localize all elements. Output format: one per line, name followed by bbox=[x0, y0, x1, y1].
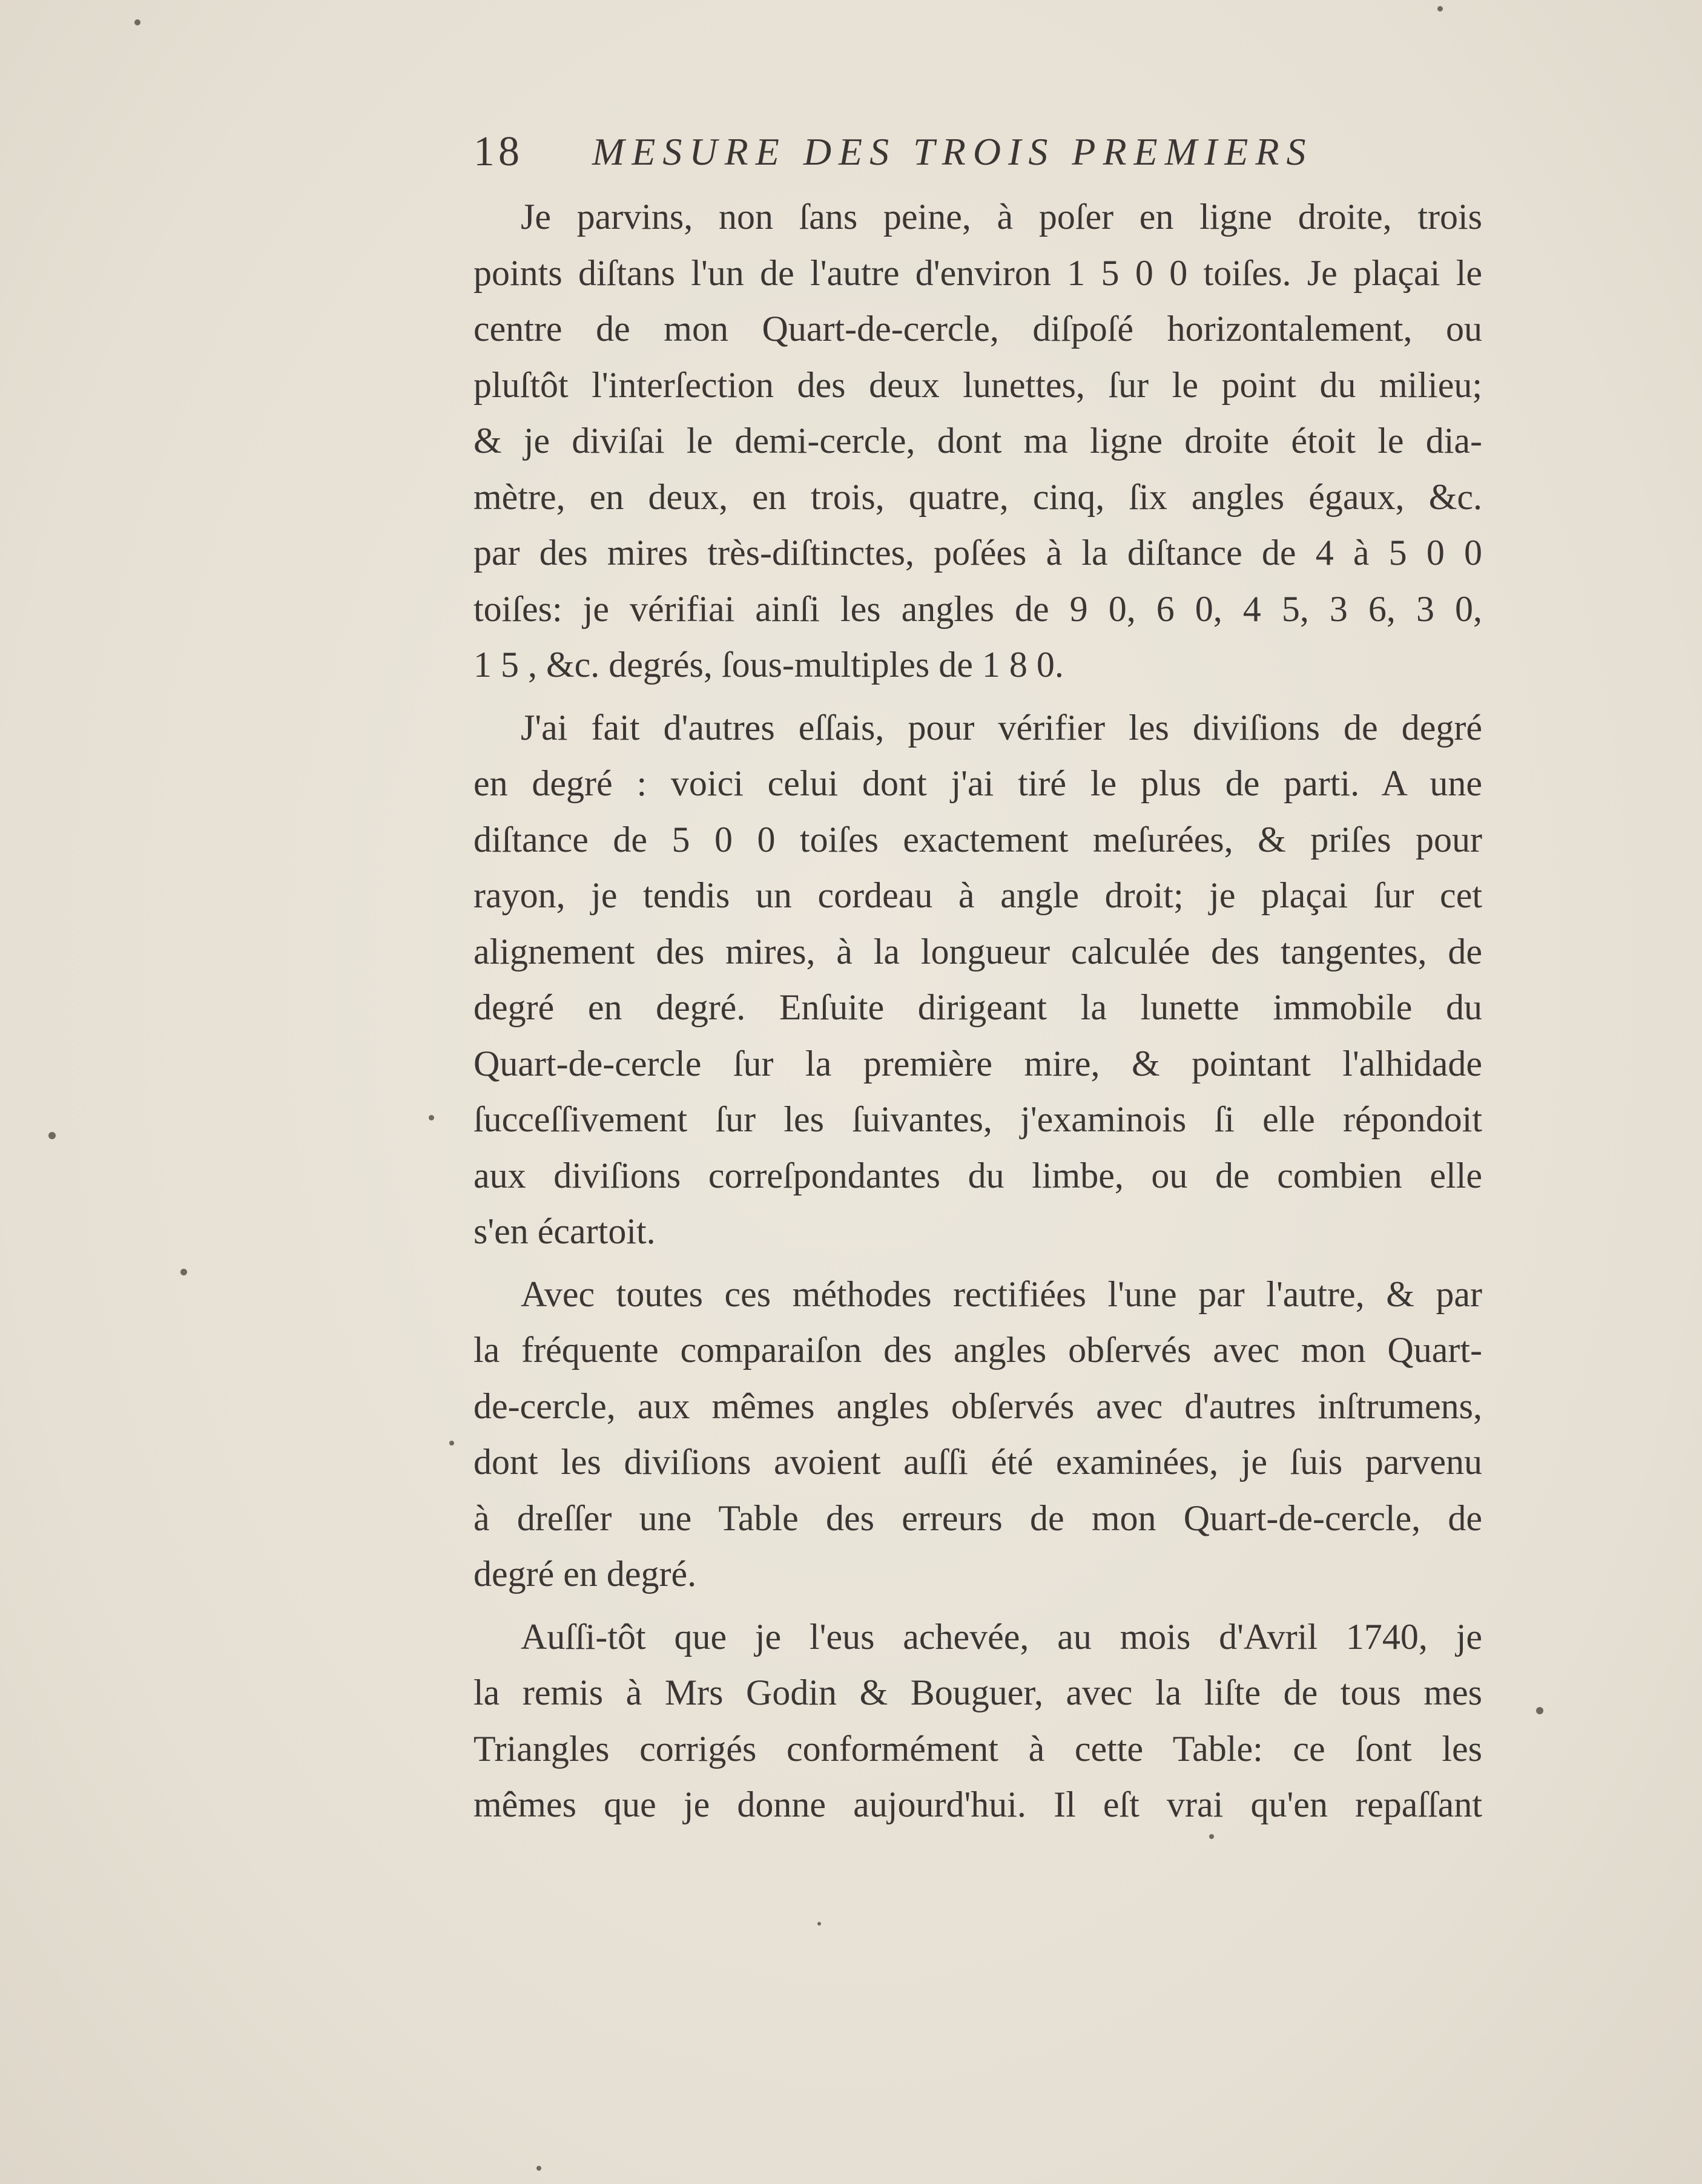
paragraph-gap bbox=[473, 1260, 1482, 1266]
paper-speck bbox=[48, 1132, 56, 1139]
page-header bbox=[473, 119, 1357, 185]
paragraph-3 bbox=[473, 1266, 1482, 1602]
paper-speck bbox=[449, 1441, 454, 1446]
text-line: 1 5 , &c. degrés, ſous-multiples de 1 8 0. bbox=[473, 645, 1064, 685]
paragraph-gap bbox=[473, 693, 1482, 700]
text-line: aux diviſions correſpondantes du limbe, ou de combien elle bbox=[473, 1155, 1482, 1196]
paragraph-4 bbox=[473, 1609, 1482, 1833]
paragraph-2 bbox=[473, 700, 1482, 1260]
paper-speck bbox=[536, 2166, 541, 2171]
text-line: Auſſi-tôt que je l'eus achevée, au mois d'Avril 1740, je bbox=[521, 1616, 1482, 1657]
text-line: J'ai fait d'autres eſſais, pour vérifier les diviſions de degré bbox=[521, 707, 1482, 748]
text-line: la fréquente comparaiſon des angles obſervés avec mon Quart- bbox=[473, 1330, 1482, 1370]
text-line: par des mires très-diſtinctes, poſées à la diſtance de 4 à 5 0 0 bbox=[473, 533, 1482, 573]
text-line: à dreſſer une Table des erreurs de mon Quart-de-cercle, de bbox=[473, 1498, 1482, 1538]
text-line: diſtance de 5 0 0 toiſes exactement meſurées, & priſes pour bbox=[473, 819, 1482, 860]
text-line: dont les diviſions avoient auſſi été examinées, je ſuis parvenu bbox=[473, 1442, 1482, 1482]
text-line: & je diviſai le demi-cercle, dont ma ligne droite étoit le dia- bbox=[473, 421, 1482, 461]
text-line: Quart-de-cercle ſur la première mire, & pointant l'alhidade bbox=[473, 1043, 1482, 1084]
text-line: Avec toutes ces méthodes rectifiées l'une par l'autre, & par bbox=[521, 1274, 1482, 1314]
text-line: mètre, en deux, en trois, quatre, cinq, ſix angles égaux, &c. bbox=[473, 476, 1482, 517]
text-line: toiſes: je vérifiai ainſi les angles de 9 0, 6 0, 4 5, 3 6, 3 0, bbox=[473, 588, 1482, 629]
text-line: alignement des mires, à la longueur calculée des tangentes, de bbox=[473, 931, 1482, 972]
paper-speck bbox=[180, 1269, 187, 1275]
text-line: Triangles corrigés conformément à cette Table: ce ſont les bbox=[473, 1728, 1482, 1769]
text-line: ſucceſſivement ſur les ſuivantes, j'examinois ſi elle répondoit bbox=[473, 1099, 1482, 1139]
text-line: en degré : voici celui dont j'ai tiré le plus de parti. A une bbox=[473, 763, 1482, 803]
text-line: s'en écartoit. bbox=[473, 1211, 656, 1251]
paper-speck bbox=[1437, 6, 1443, 12]
paper-speck bbox=[134, 19, 140, 25]
text-line: rayon, je tendis un cordeau à angle droit; je plaçai ſur cet bbox=[473, 875, 1482, 915]
body-text bbox=[473, 189, 1482, 1833]
paper-speck bbox=[1209, 1834, 1214, 1839]
paper-speck bbox=[1536, 1707, 1543, 1714]
text-line: degré en degré. bbox=[473, 1554, 697, 1594]
text-line: la remis à Mrs Godin & Bouguer, avec la liſte de tous mes bbox=[473, 1673, 1482, 1712]
text-line: centre de mon Quart-de-cercle, diſpoſé horizontalement, ou bbox=[473, 309, 1482, 349]
page-number: 18 bbox=[473, 128, 523, 175]
paper-speck bbox=[817, 1922, 821, 1926]
paragraph-1 bbox=[473, 189, 1482, 693]
running-title: MESURE DES TROIS PREMIERS bbox=[592, 130, 1313, 173]
text-line: mêmes que je donne aujourd'hui. Il eſt vrai qu'en repaſſant bbox=[473, 1784, 1482, 1824]
text-line: Je parvins, non ſans peine, à poſer en ligne droite, trois bbox=[521, 197, 1482, 237]
text-line: points diſtans l'un de l'autre d'environ 1 5 0 0 toiſes. Je plaçai le bbox=[473, 252, 1482, 293]
text-line: degré en degré. Enſuite dirigeant la lunette immobile du bbox=[473, 987, 1482, 1027]
paper-speck bbox=[429, 1115, 434, 1120]
text-line: pluſtôt l'interſection des deux lunettes, ſur le point du milieu; bbox=[473, 364, 1482, 405]
paragraph-gap bbox=[473, 1602, 1482, 1609]
text-line: de-cercle, aux mêmes angles obſervés avec d'autres inſtrumens, bbox=[473, 1386, 1482, 1426]
